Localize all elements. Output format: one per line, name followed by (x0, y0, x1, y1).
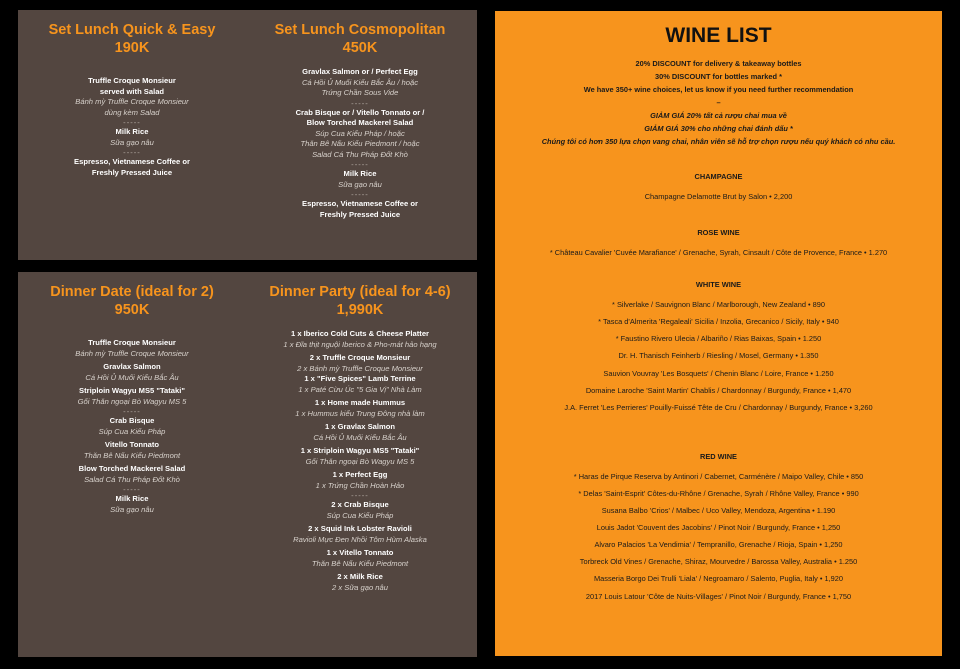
item-vietnamese: 1 x Đĩa thịt nguội Iberico & Pho-mát hảo hạng (283, 339, 437, 349)
wine-sections (495, 148, 942, 605)
separator: ----- (123, 148, 141, 157)
wine-section-heading: ROSE WINE (697, 228, 740, 238)
item-vietnamese: Súp Cua Kiểu Pháp (326, 510, 394, 520)
wine-item: * Haras de Pirque Reserva by Antinori / Cabernet, Carménère / Maipo Valley, Chile • 850 (573, 471, 864, 481)
wine-item: Dr. H. Thanisch Feinherb / Riesling / Mosel, Germany • 1.350 (618, 351, 819, 361)
item-name: Milk Rice (343, 169, 377, 178)
menu-title: Set Lunch Quick & Easy (48, 22, 216, 38)
item-vietnamese: 2 x Bánh mỳ Truffle Croque Monsieur (297, 363, 423, 373)
item-vietnamese: Sữa gạo nâu (110, 137, 154, 147)
item-name: 1 x Vitello Tonnato (326, 548, 394, 557)
wine-item: * Château Cavalier 'Cuvée Marafiance' / Grenache, Syrah, Cinsault / Côte de Provence, France • 1.270 (549, 248, 888, 258)
item-name: 1 x Striploin Wagyu MS5 "Tataki" (300, 446, 420, 455)
item-vietnamese: dùng kèm Salad (104, 107, 160, 117)
item-vietnamese: Cá Hồi Ủ Muối Kiểu Bắc Âu / hoặc (301, 77, 419, 87)
item-name: 2 x Crab Bisque (331, 500, 389, 509)
item-name: 1 x Gravlax Salmon (324, 422, 396, 431)
item-vietnamese: Gối Thăn ngoại Bò Wagyu MS 5 (77, 396, 187, 406)
separator: ----- (351, 491, 369, 500)
item-vietnamese: Salad Cá Thu Pháp Đốt Khò (312, 149, 408, 159)
item-name: Truffle Croque Monsieur (88, 76, 176, 85)
wine-intro-line: – (716, 98, 721, 107)
item-vietnamese: Thăn Bê Nấu Kiểu Piedmont / hoặc (300, 139, 420, 148)
item-vietnamese: Cá Hồi Ủ Muối Kiểu Bắc Âu (85, 372, 179, 382)
item-name: Crab Bisque (109, 416, 155, 425)
wine-item: Torbreck Old Vines / Grenache, Shiraz, Mourvedre / Barossa Valley, Australia • 1.250 (579, 557, 858, 567)
wine-item: Domaine Laroche 'Saint Martin' Chablis / Chardonnay / Burgundy, France • 1,470 (585, 385, 852, 395)
wine-item: * Faustino Rivero Ulecia / Albariño / Rias Baixas, Spain • 1.250 (615, 334, 822, 344)
item-name: Gravlax Salmon (103, 362, 161, 371)
item-vietnamese: Gối Thăn ngoại Bò Wagyu MS 5 (305, 456, 415, 466)
dinner-panel (18, 272, 477, 657)
menu-price: 950K (114, 302, 150, 318)
wine-intro-line: GIẢM GIÁ 30% cho những chai đánh dấu * (644, 124, 793, 133)
wine-section-heading: CHAMPAGNE (694, 172, 743, 181)
item-vietnamese: Bánh mỳ Truffle Croque Monsieur (75, 97, 189, 106)
dinner-date (18, 272, 246, 515)
wine-item: * Tasca d'Almerita 'Regaleali' Sicilia / Inzolia, Grecanico / Sicily, Italy • 940 (598, 317, 839, 327)
wine-section-heading: WHITE WINE (695, 280, 742, 290)
item-vietnamese: Salad Cá Thu Pháp Đốt Khò (84, 474, 180, 484)
wine-item: * Delas 'Saint-Esprit' Côtes-du-Rhône / Grenache, Syrah / Rhône Valley, France • 990 (578, 488, 859, 498)
wine-item: Susana Balbo 'Crios' / Malbec / Uco Valley, Mendoza, Argentina • 1.190 (601, 506, 836, 516)
lunch-panel (18, 10, 477, 260)
menu-price: 450K (342, 40, 378, 56)
wine-intro-line: 30% DISCOUNT for bottles marked * (655, 72, 782, 81)
wine-list-panel (495, 11, 942, 656)
item-name: Truffle Croque Monsieur (88, 338, 176, 347)
item-vietnamese: Súp Cua Kiểu Pháp / hoặc (315, 128, 405, 138)
item-vietnamese: Sữa gạo nâu (338, 179, 382, 189)
separator: ----- (351, 160, 369, 169)
separator: ----- (123, 485, 141, 494)
wine-item: Alvaro Palacios 'La Vendimia' / Tempranillo, Grenache / Rioja, Spain • 1,250 (594, 540, 843, 550)
item-name: Blow Torched Mackerel Salad (306, 118, 414, 127)
set-lunch-cosmopolitan (243, 10, 477, 220)
item-name: 1 x Perfect Egg (332, 470, 388, 479)
item-name: Gravlax Salmon or / Perfect Egg (302, 67, 418, 76)
item-name: 1 x Iberico Cold Cuts & Cheese Platter (291, 329, 429, 338)
wine-item: 2017 Louis Latour 'Côte de Nuits-Villages' / Pinot Noir / Burgundy, France • 1,750 (585, 591, 852, 601)
separator: ----- (123, 118, 141, 127)
separator: ----- (351, 190, 369, 199)
item-name: Freshly Pressed Juice (91, 167, 173, 177)
item-vietnamese: 1 x Trứng Chần Hoàn Hảo (315, 480, 405, 490)
menu-price: 190K (114, 40, 150, 56)
item-vietnamese: Sữa gạo nâu (110, 504, 154, 514)
item-name: 1 x "Five Spices" Lamb Terrine (304, 374, 416, 383)
item-vietnamese: Thăn Bê Nấu Kiểu Piedmont (83, 450, 181, 460)
wine-item: Champagne Delamotte Brut by Salon • 2,200 (644, 192, 793, 201)
wine-item: Louis Jadot 'Couvent des Jacobins' / Pinot Noir / Burgundy, France • 1,250 (596, 523, 841, 533)
wine-intro-line: Chúng tôi có hơn 350 lựa chọn vang chai, nhân viên sẽ hỗ trợ chọn rượu nếu quý khách có nhu cầu. (541, 137, 896, 146)
wine-section-heading: RED WINE (700, 451, 737, 461)
menu-title: Dinner Party (ideal for 4-6) (269, 284, 451, 300)
wine-intro (495, 57, 942, 148)
item-name: Freshly Pressed Juice (319, 209, 401, 219)
item-vietnamese: Ravioli Mực Đen Nhồi Tôm Hùm Alaska (293, 534, 427, 544)
set-lunch-quick (18, 10, 246, 178)
wine-item: Sauvion Vouvray 'Les Bosquets' / Chenin Blanc / Loire, France • 1.250 (603, 368, 834, 378)
item-name: served with Salad (99, 86, 165, 96)
menu-lines (243, 329, 477, 593)
separator: ----- (123, 407, 141, 416)
item-name: 1 x Home made Hummus (314, 398, 406, 407)
menu-title: Set Lunch Cosmopolitan (274, 22, 446, 38)
item-vietnamese: 1 x Hummus kiểu Trung Đông nhà làm (295, 408, 425, 418)
item-name: 2 x Milk Rice (337, 572, 383, 581)
menu-lines (18, 338, 246, 515)
item-vietnamese: 2 x Sữa gạo nâu (332, 582, 388, 592)
item-name: Espresso, Vietnamese Coffee or (74, 157, 190, 166)
item-vietnamese: Súp Cua Kiểu Pháp (98, 426, 166, 436)
item-vietnamese: Bánh mỳ Truffle Croque Monsieur (75, 348, 189, 358)
item-vietnamese: Trứng Chần Sous Vide (321, 88, 399, 97)
item-name: Milk Rice (115, 494, 149, 503)
item-name: Espresso, Vietnamese Coffee or (302, 199, 418, 208)
item-name: Milk Rice (115, 127, 149, 136)
wine-intro-line: GIẢM GIÁ 20% tất cả rượu chai mua về (650, 111, 787, 120)
wine-item: * Silverlake / Sauvignon Blanc / Marlborough, New Zealand • 890 (612, 300, 825, 310)
dinner-party (243, 272, 477, 593)
item-vietnamese: Cá Hồi Ủ Muối Kiểu Bắc Âu (313, 432, 407, 442)
item-name: Vitello Tonnato (104, 440, 160, 449)
wine-intro-line: 20% DISCOUNT for delivery & takeaway bottles (635, 59, 802, 68)
wine-item: J.A. Ferret 'Les Perrieres' Pouilly-Fuissé Tête de Cru / Chardonnay / Burgundy, France • 3,260 (564, 402, 873, 412)
menu-price: 1,990K (336, 302, 384, 318)
item-name: Blow Torched Mackerel Salad (78, 464, 186, 473)
wine-item: Masseria Borgo Dei Trulli 'Liala' / Negroamaro / Salento, Puglia, Italy • 1,920 (593, 574, 843, 584)
menu-lines (243, 67, 477, 220)
item-vietnamese: Thăn Bê Nấu Kiểu Piedmont (311, 558, 409, 568)
item-name: Striploin Wagyu MS5 "Tataki" (79, 386, 185, 395)
item-name: 2 x Squid Ink Lobster Ravioli (308, 524, 412, 533)
menu-title: Dinner Date (ideal for 2) (50, 284, 214, 300)
item-name: 2 x Truffle Croque Monsieur (309, 353, 411, 362)
separator: ----- (351, 98, 369, 108)
wine-intro-line: We have 350+ wine choices, let us know if you need further recommendation (583, 85, 854, 94)
item-vietnamese: 1 x Paté Cừu Úc "5 Gia Vị" Nhà Làm (298, 384, 422, 394)
wine-list-title: WINE LIST (665, 24, 772, 47)
item-name: Crab Bisque or / Vitello Tonnato or / (295, 107, 425, 117)
